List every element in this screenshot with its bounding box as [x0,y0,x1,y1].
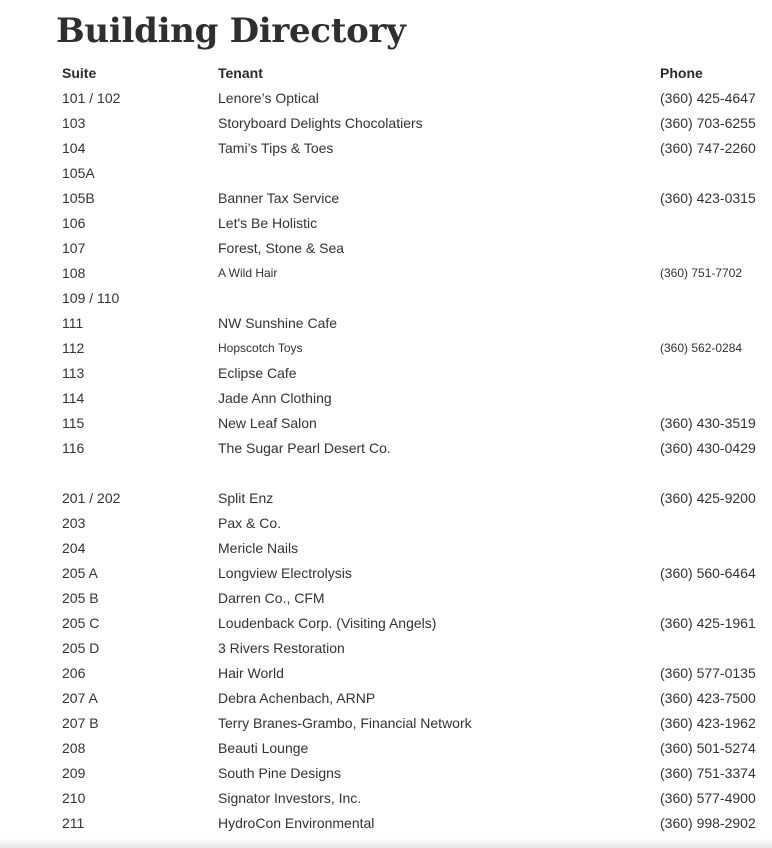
table-row [56,361,760,386]
suite-cell: 206 [62,665,86,681]
directory-rows [56,86,760,836]
table-row [56,536,760,561]
table-row [56,186,760,211]
phone-cell [654,311,760,336]
tenant-cell: Pax & Co. [218,515,282,531]
table-row [56,311,760,336]
tenant-cell: Let's Be Holistic [218,215,318,231]
suite-cell: 115 [62,415,85,431]
header-row [56,61,760,86]
suite-cell: 113 [62,365,85,381]
phone-cell: (360) 998-2902 [660,815,756,831]
bottom-scroll-shade [0,838,772,848]
tenant-cell: The Sugar Pearl Desert Co. [218,440,391,456]
suite-cell: 107 [62,240,86,256]
suite-cell: 109 / 110 [62,290,120,306]
phone-cell [654,511,760,536]
table-row [56,236,760,261]
phone-cell: (360) 562-0284 [660,341,743,355]
phone-cell [654,361,760,386]
phone-cell: (360) 577-0135 [660,665,756,681]
suite-cell: 104 [62,140,86,156]
tenant-cell: NW Sunshine Cafe [218,315,338,331]
table-row [56,661,760,686]
tenant-cell: Terry Branes-Grambo, Financial Network [218,715,472,731]
tenant-cell: Debra Achenbach, ARNP [218,690,376,706]
phone-cell: (360) 423-7500 [660,690,756,706]
phone-cell [654,236,760,261]
suite-cell [56,461,212,486]
table-row [56,111,760,136]
table-row [56,286,760,311]
phone-cell: (360) 501-5274 [660,740,756,756]
phone-cell [654,286,760,311]
phone-cell [654,536,760,561]
tenant-cell: Darren Co., CFM [218,590,325,606]
tenant-cell: Jade Ann Clothing [218,390,332,406]
suite-cell: 101 / 102 [62,90,121,106]
tenant-cell: A Wild Hair [218,266,278,280]
table-row [56,486,760,511]
suite-cell: 205 D [62,640,100,656]
suite-cell: 103 [62,115,86,131]
table-row [56,86,760,111]
table-row [56,261,760,286]
phone-cell [654,461,760,486]
tenant-cell: Storyboard Delights Chocolatiers [218,115,423,131]
tenant-cell: 3 Rivers Restoration [218,640,345,656]
table-row [56,211,760,236]
table-row [56,436,760,461]
phone-cell: (360) 751-3374 [660,765,756,781]
table-row [56,411,760,436]
tenant-cell [212,461,654,486]
suite-cell: 108 [62,265,86,281]
column-header-phone: Phone [660,65,703,81]
table-row [56,786,760,811]
table-row [56,711,760,736]
suite-cell: 208 [62,740,86,756]
tenant-cell: HydroCon Environmental [218,815,375,831]
table-row [56,561,760,586]
phone-cell: (360) 425-4647 [660,90,756,106]
directory-table [56,61,760,836]
suite-cell: 204 [62,540,86,556]
suite-cell: 205 A [62,565,98,581]
suite-cell: 112 [62,340,85,356]
phone-cell: (360) 430-3519 [660,415,756,431]
phone-cell: (360) 751-7702 [660,266,743,280]
tenant-cell: Banner Tax Service [218,190,340,206]
table-row [56,161,760,186]
phone-cell: (360) 425-9200 [660,490,756,506]
tenant-cell: Forest, Stone & Sea [218,240,345,256]
table-row [56,336,760,361]
tenant-cell [212,161,654,186]
table-row [56,461,760,486]
table-row [56,511,760,536]
suite-cell: 201 / 202 [62,490,121,506]
tenant-cell: Hair World [218,665,284,681]
tenant-cell: Split Enz [218,490,274,506]
tenant-cell: Lenore’s Optical [218,90,319,106]
suite-cell: 209 [62,765,86,781]
suite-cell: 116 [62,440,85,456]
suite-cell: 205 B [62,590,99,606]
suite-cell: 114 [62,390,85,406]
phone-cell: (360) 703-6255 [660,115,756,131]
phone-cell: (360) 577-4900 [660,790,756,806]
table-row [56,761,760,786]
tenant-cell [212,286,654,311]
phone-cell [654,386,760,411]
phone-cell: (360) 423-1962 [660,715,756,731]
table-row [56,611,760,636]
table-row [56,136,760,161]
page-title: Building Directory [56,11,406,51]
tenant-cell: Loudenback Corp. (Visiting Angels) [218,615,437,631]
table-row [56,636,760,661]
table-row [56,386,760,411]
phone-cell: (360) 747-2260 [660,140,756,156]
tenant-cell: Beauti Lounge [218,740,309,756]
suite-cell: 203 [62,515,86,531]
suite-cell: 205 C [62,615,100,631]
suite-cell: 106 [62,215,86,231]
phone-cell [654,161,760,186]
suite-cell: 211 [62,815,85,831]
phone-cell: (360) 430-0429 [660,440,756,456]
suite-cell: 207 A [62,690,98,706]
phone-cell: (360) 560-6464 [660,565,756,581]
phone-cell [654,586,760,611]
tenant-cell: South Pine Designs [218,765,341,781]
tenant-cell: Mericle Nails [218,540,299,556]
tenant-cell: Longview Electrolysis [218,565,352,581]
tenant-cell: Hopscotch Toys [218,341,303,355]
suite-cell: 210 [62,790,86,806]
phone-cell: (360) 425-1961 [660,615,756,631]
column-header-suite: Suite [62,65,97,81]
phone-cell [654,636,760,661]
tenant-cell: Eclipse Cafe [218,365,297,381]
table-row [56,811,760,836]
suite-cell: 105A [62,165,95,181]
phone-cell [654,211,760,236]
tenant-cell: Tami’s Tips & Toes [218,140,334,156]
tenant-cell: New Leaf Salon [218,415,317,431]
table-row [56,586,760,611]
column-header-tenant: Tenant [218,65,263,81]
suite-cell: 111 [62,315,84,331]
table-row [56,686,760,711]
phone-cell: (360) 423-0315 [660,190,756,206]
suite-cell: 207 B [62,715,99,731]
tenant-cell: Signator Investors, Inc. [218,790,362,806]
table-row [56,736,760,761]
suite-cell: 105B [62,190,95,206]
